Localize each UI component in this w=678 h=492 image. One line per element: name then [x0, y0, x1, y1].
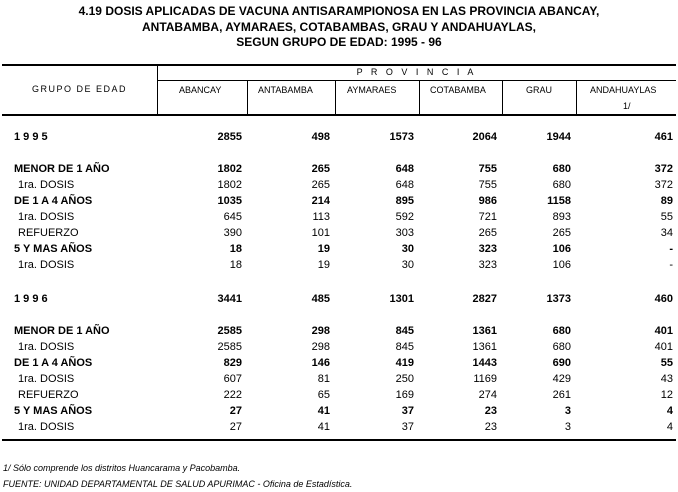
cell-value: 34: [660, 227, 673, 239]
cell-value: 323: [478, 243, 497, 255]
cell-value: 390: [223, 227, 242, 239]
title-line-2: ANTABAMBA, AYMARAES, COTABAMBAS, GRAU Y ANDAHUAYLAS,: [141, 19, 537, 34]
col-header-abancay: ABANCAY: [179, 85, 222, 95]
row-label: MENOR DE 1 AÑO: [14, 163, 110, 175]
grupo-header: GRUPO DE EDAD: [31, 84, 127, 94]
cell-value: 401: [654, 341, 673, 353]
row-label: 1ra. DOSIS: [18, 179, 75, 191]
cell-value: 419: [395, 357, 414, 369]
cell-value: 169: [395, 389, 414, 401]
cell-value: 460: [654, 293, 673, 305]
cell-value: 986: [478, 195, 497, 207]
row-label: DE 1 A 4 AÑOS: [14, 195, 93, 207]
col-header-grau: GRAU: [526, 85, 553, 95]
row-label: REFUERZO: [18, 389, 79, 401]
cell-value: 680: [552, 163, 571, 175]
cell-value: 298: [311, 341, 330, 353]
cell-value: 721: [478, 211, 497, 223]
row-label: REFUERZO: [18, 227, 79, 239]
table-row: [2, 388, 676, 404]
cell-value: 2064: [472, 131, 497, 143]
cell-value: 1169: [473, 373, 497, 385]
cell-value: 23: [484, 421, 497, 433]
table-row: [2, 130, 676, 146]
row-label: 1 9 9 6: [14, 293, 48, 305]
cell-value: 89: [660, 195, 673, 207]
row-label: 1ra. DOSIS: [18, 373, 75, 385]
cell-value: 1802: [217, 163, 242, 175]
provincia-underline: [157, 80, 676, 81]
cell-value: 18: [229, 243, 242, 255]
cell-value: 43: [660, 373, 673, 385]
row-label: 1ra. DOSIS: [18, 341, 75, 353]
provincia-header: P R O V I N C I A: [356, 67, 477, 77]
table-row: [2, 372, 676, 388]
cell-value: 106: [552, 243, 571, 255]
cell-value: 214: [311, 195, 330, 207]
row-label: 1ra. DOSIS: [18, 259, 75, 271]
table-row: [2, 324, 676, 340]
cell-value: 4: [666, 405, 673, 417]
cell-value: 3: [564, 405, 571, 417]
table-row: [2, 292, 676, 308]
cell-value: 37: [401, 405, 414, 417]
cell-value: 1361: [472, 341, 497, 353]
col-divider: [247, 80, 248, 114]
cell-value: 27: [229, 421, 242, 433]
cell-value: 372: [654, 163, 673, 175]
cell-value: 1443: [472, 357, 497, 369]
cell-value: 30: [401, 259, 414, 271]
cell-value: 265: [311, 163, 330, 175]
cell-value: 829: [223, 357, 242, 369]
cell-value: 680: [552, 179, 571, 191]
cell-value: 485: [311, 293, 330, 305]
col-divider: [335, 80, 336, 114]
cell-value: 498: [311, 131, 330, 143]
cell-value: 222: [223, 389, 242, 401]
table-title: [0, 4, 678, 51]
cell-value: 101: [311, 227, 330, 239]
cell-value: 41: [317, 405, 330, 417]
cell-value: 1158: [547, 195, 571, 207]
cell-value: 261: [552, 389, 571, 401]
cell-value: 81: [317, 373, 330, 385]
cell-value: 1802: [217, 179, 242, 191]
cell-value: 3: [564, 421, 571, 433]
cell-value: 106: [552, 259, 571, 271]
source-note: FUENTE: UNIDAD DEPARTAMENTAL DE SALUD APURIMAC - Oficina de Estadística.: [3, 479, 353, 489]
table-row: [2, 404, 676, 420]
row-label: 1ra. DOSIS: [18, 421, 75, 433]
cell-value: 607: [223, 373, 242, 385]
cell-value: 690: [552, 357, 571, 369]
cell-value: 461: [654, 131, 673, 143]
andahuaylas-footnote-ref: 1/: [623, 101, 631, 111]
col-divider: [419, 80, 420, 114]
table-bottom-border: [2, 439, 676, 441]
table-row: [2, 356, 676, 372]
cell-value: 680: [552, 341, 571, 353]
cell-value: 648: [395, 179, 414, 191]
col-divider: [502, 80, 503, 114]
cell-value: 274: [478, 389, 497, 401]
cell-value: 18: [229, 259, 242, 271]
row-label: DE 1 A 4 AÑOS: [14, 357, 93, 369]
cell-value: 1301: [389, 293, 414, 305]
table-row: [2, 194, 676, 210]
cell-value: 893: [552, 211, 571, 223]
cell-value: 2855: [217, 131, 242, 143]
cell-value: 845: [395, 325, 414, 337]
footnote: 1/ Sólo comprende los distritos Huancarama y Pacobamba.: [3, 463, 241, 473]
title-line-1: 4.19 DOSIS APLICADAS DE VACUNA ANTISARAMPIONOSA EN LAS PROVINCIA ABANCAY,: [78, 4, 600, 18]
cell-value: 401: [654, 325, 673, 337]
cell-value: 55: [660, 211, 673, 223]
col-header-andahuaylas: ANDAHUAYLAS: [590, 85, 657, 95]
cell-value: 1373: [546, 293, 571, 305]
cell-value: 37: [401, 421, 414, 433]
cell-value: 146: [311, 357, 330, 369]
cell-value: 3441: [217, 293, 242, 305]
cell-value: 30: [401, 243, 414, 255]
cell-value: -: [669, 243, 673, 255]
cell-value: 303: [395, 227, 414, 239]
table-row: [2, 226, 676, 242]
cell-value: 1361: [472, 325, 497, 337]
cell-value: 250: [395, 373, 414, 385]
cell-value: 2585: [217, 341, 242, 353]
cell-value: 2827: [472, 293, 497, 305]
cell-value: 1944: [546, 131, 571, 143]
table-row: [2, 420, 676, 436]
cell-value: 23: [484, 405, 497, 417]
table-row: [2, 340, 676, 356]
cell-value: 65: [317, 389, 330, 401]
cell-value: 648: [395, 163, 414, 175]
col-header-antabamba: ANTABAMBA: [258, 85, 313, 95]
cell-value: 298: [311, 325, 330, 337]
table-row: [2, 258, 676, 274]
cell-value: 265: [478, 227, 497, 239]
table-row: [2, 178, 676, 194]
cell-value: 12: [660, 389, 673, 401]
cell-value: 27: [229, 405, 242, 417]
cell-value: 4: [666, 421, 673, 433]
cell-value: 755: [478, 163, 497, 175]
row-label: 5 Y MAS AÑOS: [14, 243, 93, 255]
cell-value: 55: [660, 357, 673, 369]
col-header-aymaraes: AYMARAES: [347, 85, 397, 95]
row-label: 1ra. DOSIS: [18, 211, 75, 223]
cell-value: 755: [478, 179, 497, 191]
cell-value: 1035: [217, 195, 242, 207]
cell-value: -: [669, 259, 673, 271]
cell-value: 19: [317, 259, 330, 271]
table-row: [2, 162, 676, 178]
cell-value: 592: [395, 211, 414, 223]
cell-value: 19: [317, 243, 330, 255]
vaccine-table: [2, 64, 676, 439]
cell-value: 323: [478, 259, 497, 271]
col-header-cotabamba: COTABAMBA: [430, 85, 486, 95]
cell-value: 2585: [217, 325, 242, 337]
row-label: 5 Y MAS AÑOS: [14, 405, 93, 417]
cell-value: 265: [552, 227, 571, 239]
cell-value: 845: [395, 341, 414, 353]
notes: [3, 460, 352, 492]
row-label: MENOR DE 1 AÑO: [14, 325, 110, 337]
cell-value: 1573: [389, 131, 414, 143]
cell-value: 895: [395, 195, 414, 207]
cell-value: 429: [552, 373, 571, 385]
title-line-3: SEGUN GRUPO DE EDAD: 1995 - 96: [236, 35, 442, 49]
cell-value: 41: [317, 421, 330, 433]
row-label: 1 9 9 5: [14, 131, 48, 143]
cell-value: 113: [312, 211, 330, 223]
cell-value: 645: [223, 211, 242, 223]
table-row: [2, 210, 676, 226]
col-divider: [576, 80, 577, 114]
cell-value: 265: [311, 179, 330, 191]
table-row: [2, 242, 676, 258]
cell-value: 372: [654, 179, 673, 191]
cell-value: 680: [552, 325, 571, 337]
